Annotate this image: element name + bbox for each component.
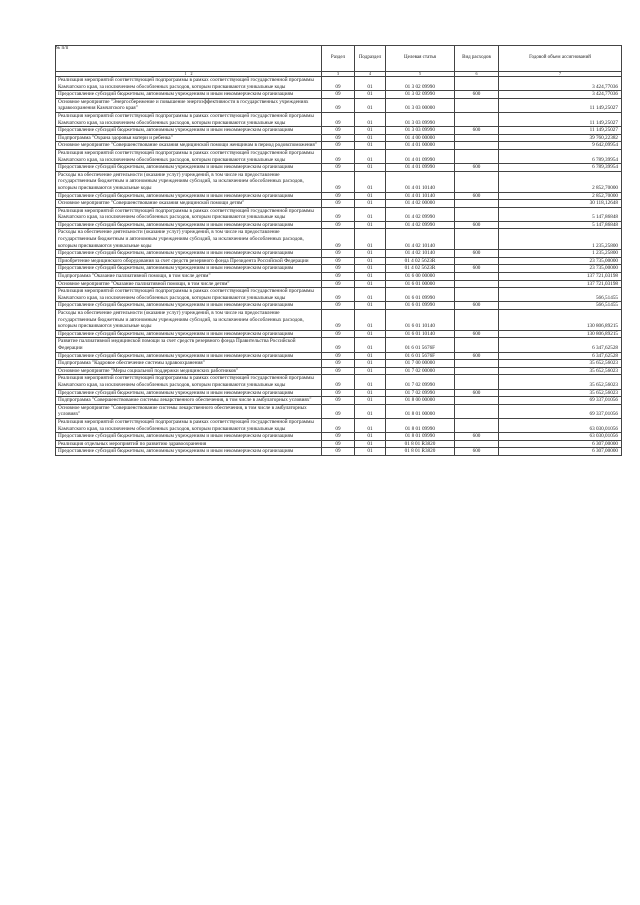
row-amount: 130 806,89215 xyxy=(499,330,622,338)
row-name: Реализация мероприятий соответствующей подпрограммы в рамках соответствующей государственной программы Камчатского края, за исключением обособленных расходов, которым присваиваются уникальные коды xyxy=(56,77,322,91)
table-row xyxy=(56,127,622,135)
row-target-article: 01 4 01 10140 xyxy=(386,171,455,192)
row-name: Предоставление субсидий бюджетным, автономным учреждениям и иным некоммерческим организациям xyxy=(56,389,322,397)
row-target-article: 01 8 00 00000 xyxy=(386,397,455,405)
row-expense-kind xyxy=(455,367,499,375)
row-amount: 63 030,01056 xyxy=(499,433,622,441)
row-target-article: 01 6 01 09990 xyxy=(386,302,455,310)
row-section: 09 xyxy=(322,171,355,192)
row-name: Расходы на обеспечение деятельности (оказание услуг) учреждений, в том числе на предоставление государственным бюджетным и автономным учреждениям субсидий, за исключением обособленных расходов, которым присваиваются уникальные коды xyxy=(56,171,322,192)
row-name: Основное мероприятие "Совершенствование системы лекарственного обеспечения, в том числе в амбулаторных условиях" xyxy=(56,404,322,418)
column-number: 5 xyxy=(386,72,455,77)
row-amount: 23 735,00000 xyxy=(499,257,622,265)
table-row xyxy=(56,310,622,331)
row-target-article: 01 6 01 10140 xyxy=(386,310,455,331)
row-expense-kind xyxy=(455,375,499,389)
row-expense-kind xyxy=(455,418,499,432)
row-subsection: 01 xyxy=(355,149,386,163)
row-expense-kind: 600 xyxy=(455,250,499,258)
row-section: 09 xyxy=(322,397,355,405)
budget-allocation-table xyxy=(55,45,622,456)
row-section: 09 xyxy=(322,352,355,360)
table-row xyxy=(56,257,622,265)
row-section: 09 xyxy=(322,288,355,302)
row-subsection: 01 xyxy=(355,352,386,360)
row-name: Расходы на обеспечение деятельности (оказание услуг) учреждений, в том числе на предоставление государственным бюджетным и автономным учреждениям субсидий, за исключением обособленных расходов, которым присваиваются уникальные коды xyxy=(56,310,322,331)
row-expense-kind xyxy=(455,229,499,250)
row-expense-kind xyxy=(455,77,499,91)
row-subsection: 01 xyxy=(355,200,386,208)
row-name: Основное мероприятие "Совершенствование оказания медицинской помощи женщинам в период родовспоможения" xyxy=(56,142,322,150)
row-target-article: 01 4 02 00000 xyxy=(386,200,455,208)
row-name: Предоставление субсидий бюджетным, автономным учреждениям и иным некоммерческим организациям xyxy=(56,302,322,310)
row-expense-kind: 600 xyxy=(455,389,499,397)
row-section: 09 xyxy=(322,338,355,352)
header-subsection: Подраздел xyxy=(355,46,386,72)
row-amount: 69 337,01056 xyxy=(499,404,622,418)
row-name: Реализация мероприятий соответствующей подпрограммы в рамках соответствующей государственной программы Камчатского края, за исключением обособленных расходов, которым присваиваются уникальные коды xyxy=(56,149,322,163)
column-number: 3 xyxy=(322,72,355,77)
row-section: 09 xyxy=(322,134,355,142)
row-name: Предоставление субсидий бюджетным, автономным учреждениям и иным некоммерческим организациям xyxy=(56,192,322,200)
row-section: 09 xyxy=(322,77,355,91)
row-name: Основное мероприятие "Совершенствование оказания медицинской помощи детям" xyxy=(56,200,322,208)
table-row xyxy=(56,221,622,229)
row-subsection: 01 xyxy=(355,98,386,112)
row-name: Приобретение медицинского оборудования за счет средств резервного фонда Президента Российской Федерации xyxy=(56,257,322,265)
row-section: 09 xyxy=(322,310,355,331)
row-section: 09 xyxy=(322,440,355,448)
row-subsection: 01 xyxy=(355,273,386,281)
row-expense-kind: 600 xyxy=(455,302,499,310)
row-section: 09 xyxy=(322,404,355,418)
row-target-article: 01 6 01 10140 xyxy=(386,330,455,338)
row-subsection: 01 xyxy=(355,207,386,221)
row-section: 09 xyxy=(322,265,355,273)
row-subsection: 01 xyxy=(355,229,386,250)
row-target-article: 01 4 02 09990 xyxy=(386,207,455,221)
row-target-article: 01 8 01 09990 xyxy=(386,433,455,441)
row-target-article: 01 6 01 09990 xyxy=(386,288,455,302)
row-name: Реализация отдельных мероприятий по развитию здравоохранения xyxy=(56,440,322,448)
row-subsection: 01 xyxy=(355,440,386,448)
row-expense-kind xyxy=(455,397,499,405)
row-subsection: 01 xyxy=(355,127,386,135)
row-target-article: 01 4 01 09990 xyxy=(386,149,455,163)
row-target-article: 01 8 01 09990 xyxy=(386,418,455,432)
row-expense-kind xyxy=(455,134,499,142)
row-subsection: 01 xyxy=(355,360,386,368)
row-expense-kind xyxy=(455,112,499,126)
row-name: Предоставление субсидий бюджетным, автономным учреждениям и иным некоммерческим организациям xyxy=(56,433,322,441)
column-number: 4 xyxy=(355,72,386,77)
row-subsection: 01 xyxy=(355,77,386,91)
row-amount: 2 852,70000 xyxy=(499,171,622,192)
table-row xyxy=(56,389,622,397)
row-section: 09 xyxy=(322,250,355,258)
row-expense-kind xyxy=(455,360,499,368)
table-row xyxy=(56,164,622,172)
table-header-row xyxy=(56,46,622,72)
row-section: 09 xyxy=(322,389,355,397)
table-row xyxy=(56,192,622,200)
row-section: 09 xyxy=(322,91,355,99)
row-expense-kind: 600 xyxy=(455,265,499,273)
row-section: 09 xyxy=(322,149,355,163)
table-row xyxy=(56,302,622,310)
row-name: Предоставление субсидий бюджетным, автономным учреждениям и иным некоммерческим организациям xyxy=(56,91,322,99)
row-target-article: 01 8 01 00000 xyxy=(386,404,455,418)
row-expense-kind xyxy=(455,257,499,265)
table-row xyxy=(56,91,622,99)
row-section: 09 xyxy=(322,112,355,126)
header-expense-kind: Вид расходов xyxy=(455,46,499,72)
row-target-article: 01 6 01 5676F xyxy=(386,338,455,352)
table-row xyxy=(56,200,622,208)
row-name: Развитие паллиативной медицинской помощи за счет средств резервного фонда Правительства Российской Федерации xyxy=(56,338,322,352)
row-subsection: 01 xyxy=(355,134,386,142)
row-amount: 23 735,00000 xyxy=(499,265,622,273)
row-subsection: 01 xyxy=(355,171,386,192)
row-subsection: 01 xyxy=(355,375,386,389)
row-expense-kind: 600 xyxy=(455,433,499,441)
row-section: 09 xyxy=(322,273,355,281)
row-subsection: 01 xyxy=(355,338,386,352)
row-expense-kind xyxy=(455,98,499,112)
row-amount: 35 652,56023 xyxy=(499,360,622,368)
row-section: 09 xyxy=(322,98,355,112)
row-amount: 137 721,03198 xyxy=(499,273,622,281)
row-name: Подпрограмма "Кадровое обеспечение системы здравоохранения" xyxy=(56,360,322,368)
row-subsection: 01 xyxy=(355,330,386,338)
row-name: Предоставление субсидий бюджетным, автономным учреждениям и иным некоммерческим организациям xyxy=(56,352,322,360)
row-name: Предоставление субсидий бюджетным, автономным учреждениям и иным некоммерческим организациям xyxy=(56,448,322,456)
row-subsection: 01 xyxy=(355,91,386,99)
row-expense-kind xyxy=(455,273,499,281)
row-name: Предоставление субсидий бюджетным, автономным учреждениям и иным некоммерческим организациям xyxy=(56,221,322,229)
row-name: Расходы на обеспечение деятельности (оказание услуг) учреждений, в том числе на предоставление государственным бюджетным и автономным учреждениям субсидий, за исключением обособленных расходов, которым присваиваются уникальные коды xyxy=(56,229,322,250)
table-row xyxy=(56,404,622,418)
row-target-article: 01 7 02 09990 xyxy=(386,375,455,389)
row-subsection: 01 xyxy=(355,250,386,258)
row-section: 09 xyxy=(322,433,355,441)
row-section: 09 xyxy=(322,257,355,265)
table-row xyxy=(56,207,622,221)
row-target-article: 01 8 01 R3820 xyxy=(386,440,455,448)
table-row xyxy=(56,360,622,368)
row-subsection: 01 xyxy=(355,221,386,229)
row-amount: 11 149,25027 xyxy=(499,127,622,135)
row-subsection: 01 xyxy=(355,367,386,375)
header-section: Раздел xyxy=(322,46,355,72)
row-expense-kind: 600 xyxy=(455,221,499,229)
row-name: Подпрограмма "Охрана здоровья матери и ребенка" xyxy=(56,134,322,142)
row-amount: 130 806,89215 xyxy=(499,310,622,331)
row-expense-kind xyxy=(455,200,499,208)
row-subsection: 01 xyxy=(355,164,386,172)
column-number: 7 xyxy=(499,72,622,77)
row-amount: 30 118,12648 xyxy=(499,200,622,208)
row-target-article: 01 7 02 00000 xyxy=(386,367,455,375)
row-amount: 6 347,62528 xyxy=(499,352,622,360)
table-row xyxy=(56,77,622,91)
row-section: 09 xyxy=(322,127,355,135)
table-row xyxy=(56,352,622,360)
row-subsection: 01 xyxy=(355,302,386,310)
row-amount: 6 307,00000 xyxy=(499,448,622,456)
table-row xyxy=(56,375,622,389)
table-row xyxy=(56,338,622,352)
row-section: 09 xyxy=(322,367,355,375)
row-expense-kind xyxy=(455,338,499,352)
row-expense-kind xyxy=(455,310,499,331)
header-name xyxy=(56,46,322,72)
table-body xyxy=(56,77,622,456)
row-expense-kind xyxy=(455,149,499,163)
row-amount: 6 347,62528 xyxy=(499,338,622,352)
row-name: Реализация мероприятий соответствующей подпрограммы в рамках соответствующей государственной программы Камчатского края, за исключением обособленных расходов, которым присваиваются уникальные коды xyxy=(56,288,322,302)
row-target-article: 01 7 02 09990 xyxy=(386,389,455,397)
table-row xyxy=(56,330,622,338)
row-target-article: 01 4 00 00000 xyxy=(386,134,455,142)
row-amount: 6 789,39954 xyxy=(499,149,622,163)
row-section: 09 xyxy=(322,360,355,368)
row-expense-kind xyxy=(455,440,499,448)
row-target-article: 01 8 01 R3820 xyxy=(386,448,455,456)
row-expense-kind: 600 xyxy=(455,91,499,99)
column-number: 1 2 xyxy=(56,72,322,77)
row-target-article: 01 6 01 00000 xyxy=(386,280,455,288)
row-target-article: 01 4 01 09990 xyxy=(386,164,455,172)
row-subsection: 01 xyxy=(355,288,386,302)
row-amount: 5 147,86848 xyxy=(499,221,622,229)
row-amount: 1 235,25800 xyxy=(499,229,622,250)
row-target-article: 01 4 02 5623R xyxy=(386,257,455,265)
row-expense-kind: 600 xyxy=(455,127,499,135)
row-section: 09 xyxy=(322,221,355,229)
table-row xyxy=(56,288,622,302)
row-name: Подпрограмма "Оказание паллиативной помощи, в том числе детям" xyxy=(56,273,322,281)
row-section: 09 xyxy=(322,375,355,389)
row-subsection: 01 xyxy=(355,192,386,200)
row-section: 09 xyxy=(322,164,355,172)
row-section: 09 xyxy=(322,418,355,432)
table-row xyxy=(56,142,622,150)
row-expense-kind xyxy=(455,171,499,192)
row-amount: 137 721,03198 xyxy=(499,280,622,288)
row-name: Предоставление субсидий бюджетным, автономным учреждениям и иным некоммерческим организациям xyxy=(56,330,322,338)
row-section: 09 xyxy=(322,229,355,250)
row-amount: 566,51455 xyxy=(499,302,622,310)
row-expense-kind: 600 xyxy=(455,448,499,456)
row-expense-kind: 600 xyxy=(455,330,499,338)
header-number: № п/п xyxy=(55,45,69,51)
row-section: 09 xyxy=(322,192,355,200)
row-amount: 6 307,00000 xyxy=(499,440,622,448)
table-row xyxy=(56,250,622,258)
table-row xyxy=(56,265,622,273)
row-section: 09 xyxy=(322,207,355,221)
row-name: Предоставление субсидий бюджетным, автономным учреждениям и иным некоммерческим организациям xyxy=(56,265,322,273)
row-name: Основное мероприятие "Энергосбережение и повышение энергоэффективности в государственных учреждениях здравоохранения Камчатского края" xyxy=(56,98,322,112)
row-name: Реализация мероприятий соответствующей подпрограммы в рамках соответствующей государственной программы Камчатского края, за исключением обособленных расходов, которым присваиваются уникальные коды xyxy=(56,375,322,389)
row-amount: 11 149,25027 xyxy=(499,98,622,112)
table-row xyxy=(56,134,622,142)
header-target-article: Целевая статья xyxy=(386,46,455,72)
row-expense-kind xyxy=(455,404,499,418)
row-section: 09 xyxy=(322,142,355,150)
row-subsection: 01 xyxy=(355,310,386,331)
table-row xyxy=(56,229,622,250)
row-target-article: 01 4 02 09990 xyxy=(386,221,455,229)
table-row xyxy=(56,448,622,456)
table-row xyxy=(56,171,622,192)
row-target-article: 01 4 02 10140 xyxy=(386,250,455,258)
row-amount: 35 652,56023 xyxy=(499,367,622,375)
row-subsection: 01 xyxy=(355,448,386,456)
row-amount: 39 760,22382 xyxy=(499,134,622,142)
row-amount: 63 030,01056 xyxy=(499,418,622,432)
row-expense-kind xyxy=(455,280,499,288)
row-target-article: 01 4 01 10140 xyxy=(386,192,455,200)
row-name: Предоставление субсидий бюджетным, автономным учреждениям и иным некоммерческим организациям xyxy=(56,164,322,172)
row-subsection: 01 xyxy=(355,257,386,265)
row-name: Основное мероприятие "Оказание паллиативной помощи, в том числе детям" xyxy=(56,280,322,288)
row-subsection: 01 xyxy=(355,397,386,405)
table-row xyxy=(56,112,622,126)
table-row xyxy=(56,280,622,288)
row-amount: 11 149,25027 xyxy=(499,112,622,126)
row-subsection: 01 xyxy=(355,112,386,126)
row-amount: 9 642,09954 xyxy=(499,142,622,150)
row-subsection: 01 xyxy=(355,418,386,432)
row-expense-kind: 600 xyxy=(455,192,499,200)
row-target-article: 01 6 00 00000 xyxy=(386,273,455,281)
row-amount: 2 852,70000 xyxy=(499,192,622,200)
row-expense-kind xyxy=(455,207,499,221)
row-amount: 1 235,25800 xyxy=(499,250,622,258)
row-expense-kind: 600 xyxy=(455,352,499,360)
row-amount: 566,51455 xyxy=(499,288,622,302)
row-target-article: 01 3 03 09990 xyxy=(386,112,455,126)
row-subsection: 01 xyxy=(355,404,386,418)
row-target-article: 01 4 02 5623R xyxy=(386,265,455,273)
row-target-article: 01 3 03 00000 xyxy=(386,98,455,112)
row-section: 09 xyxy=(322,448,355,456)
column-number: 6 xyxy=(455,72,499,77)
row-subsection: 01 xyxy=(355,280,386,288)
row-expense-kind xyxy=(455,142,499,150)
row-amount: 69 337,01056 xyxy=(499,397,622,405)
row-name: Реализация мероприятий соответствующей подпрограммы в рамках соответствующей государственной программы Камчатского края, за исключением обособленных расходов, которым присваиваются уникальные коды xyxy=(56,418,322,432)
row-amount: 3 424,77036 xyxy=(499,77,622,91)
row-subsection: 01 xyxy=(355,389,386,397)
table-row xyxy=(56,98,622,112)
table-row xyxy=(56,433,622,441)
row-target-article: 01 4 01 00000 xyxy=(386,142,455,150)
row-amount: 3 424,77036 xyxy=(499,91,622,99)
header-annual-amount: Годовой объем ассигнований xyxy=(499,46,622,72)
row-name: Основное мероприятие "Меры социальной поддержки медицинских работников" xyxy=(56,367,322,375)
row-amount: 35 652,56023 xyxy=(499,375,622,389)
row-section: 09 xyxy=(322,330,355,338)
row-section: 09 xyxy=(322,200,355,208)
table-row xyxy=(56,273,622,281)
row-amount: 35 652,56023 xyxy=(499,389,622,397)
table-row xyxy=(56,418,622,432)
row-name: Реализация мероприятий соответствующей подпрограммы в рамках соответствующей государственной программы Камчатского края, за исключением обособленных расходов, которым присваиваются уникальные коды xyxy=(56,112,322,126)
row-subsection: 01 xyxy=(355,433,386,441)
row-section: 09 xyxy=(322,280,355,288)
row-amount: 5 147,86848 xyxy=(499,207,622,221)
row-name: Реализация мероприятий соответствующей подпрограммы в рамках соответствующей государственной программы Камчатского края, за исключением обособленных расходов, которым присваиваются уникальные коды xyxy=(56,207,322,221)
row-target-article: 01 3 03 09990 xyxy=(386,127,455,135)
row-section: 09 xyxy=(322,302,355,310)
row-target-article: 01 3 02 09990 xyxy=(386,77,455,91)
row-expense-kind: 600 xyxy=(455,164,499,172)
row-target-article: 01 3 02 09990 xyxy=(386,91,455,99)
table-row xyxy=(56,367,622,375)
row-subsection: 01 xyxy=(355,265,386,273)
row-subsection: 01 xyxy=(355,142,386,150)
row-name: Предоставление субсидий бюджетным, автономным учреждениям и иным некоммерческим организациям xyxy=(56,127,322,135)
table-row xyxy=(56,440,622,448)
row-name: Предоставление субсидий бюджетным, автономным учреждениям и иным некоммерческим организациям xyxy=(56,250,322,258)
row-target-article: 01 4 02 10140 xyxy=(386,229,455,250)
row-amount: 6 789,39954 xyxy=(499,164,622,172)
row-name: Подпрограмма "Совершенствование системы лекарственного обеспечения, в том числе в амбулаторных условиях" xyxy=(56,397,322,405)
table-row xyxy=(56,149,622,163)
table-row xyxy=(56,397,622,405)
row-target-article: 01 7 00 00000 xyxy=(386,360,455,368)
row-expense-kind xyxy=(455,288,499,302)
row-target-article: 01 6 01 5676F xyxy=(386,352,455,360)
